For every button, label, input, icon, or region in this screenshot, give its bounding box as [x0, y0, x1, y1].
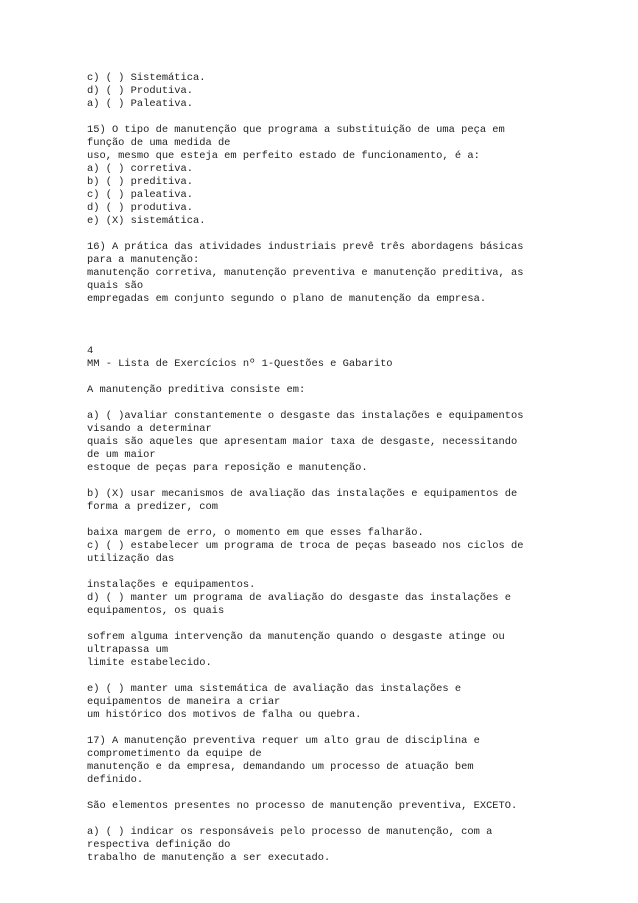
text-line: sofrem alguma intervenção da manutenção quando o desgaste atinge ou	[87, 631, 505, 643]
text-line: empregadas em conjunto segundo o plano de manutenção da empresa.	[87, 293, 487, 305]
text-line: d) ( ) manter um programa de avaliação do desgaste das instalações e	[87, 592, 512, 604]
blank-line	[87, 475, 557, 488]
blank-line	[87, 813, 557, 826]
text-line: comprometimento da equipe de	[87, 748, 262, 760]
text-line: a) ( )avaliar constantemente o desgaste das instalações e equipamentos	[87, 410, 524, 422]
blank-line	[87, 397, 557, 410]
blank-line	[87, 228, 557, 241]
text-line: ultrapassa um	[87, 644, 169, 656]
text-line: limite estabelecido.	[87, 657, 212, 669]
text-line: 17) A manutenção preventiva requer um alto grau de disciplina e	[87, 735, 480, 747]
document-body	[87, 72, 557, 865]
text-line: São elementos presentes no processo de manutenção preventiva, EXCETO.	[87, 800, 518, 812]
text-line: c) ( ) paleativa.	[87, 189, 194, 201]
text-line: para a manutenção:	[87, 254, 200, 266]
blank-line	[87, 514, 557, 527]
blank-line	[87, 306, 557, 319]
blank-line	[87, 566, 557, 579]
text-line: quais são	[87, 280, 144, 292]
text-line: manutenção corretiva, manutenção preventiva e manutenção preditiva, as	[87, 267, 524, 279]
text-line: estoque de peças para reposição e manutenção.	[87, 462, 368, 474]
text-line: quais são aqueles que apresentam maior taxa de desgaste, necessitando	[87, 436, 518, 448]
text-line: trabalho de manutenção a ser executado.	[87, 852, 331, 864]
text-line: uso, mesmo que esteja em perfeito estado de funcionamento, é a:	[87, 150, 480, 162]
text-line: equipamentos de maneira a criar	[87, 696, 281, 708]
blank-line	[87, 618, 557, 631]
text-line: definido.	[87, 774, 144, 786]
text-line: 4	[87, 345, 94, 357]
text-line: b) ( ) preditiva.	[87, 176, 194, 188]
text-line: a) ( ) corretiva.	[87, 163, 194, 175]
text-line: A manutenção preditiva consiste em:	[87, 384, 306, 396]
text-line: e) ( ) manter uma sistemática de avaliação das instalações e	[87, 683, 462, 695]
blank-line	[87, 722, 557, 735]
text-line: manutenção e da empresa, demandando um processo de atuação bem	[87, 761, 474, 773]
text-line: a) ( ) Paleativa.	[87, 98, 194, 110]
text-line: e) (X) sistemática.	[87, 215, 206, 227]
text-line: c) ( ) Sistemática.	[87, 72, 206, 84]
text-line: d) ( ) produtiva.	[87, 202, 194, 214]
blank-line	[87, 787, 557, 800]
text-line: forma a predizer, com	[87, 501, 218, 513]
blank-line	[87, 371, 557, 384]
text-line: visando a determinar	[87, 423, 212, 435]
text-line: baixa margem de erro, o momento em que esses falharão.	[87, 527, 424, 539]
text-line: equipamentos, os quais	[87, 605, 225, 617]
text-line: MM - Lista de Exercícios nº 1-Questões e Gabarito	[87, 358, 393, 370]
text-line: instalações e equipamentos.	[87, 579, 256, 591]
text-line: utilização das	[87, 553, 175, 565]
text-line: 16) A prática das atividades industriais prevê três abordagens básicas	[87, 241, 524, 253]
text-line: respectiva definição do	[87, 839, 231, 851]
text-line: um histórico dos motivos de falha ou quebra.	[87, 709, 362, 721]
blank-line	[87, 111, 557, 124]
text-line: de um maior	[87, 449, 156, 461]
text-line: b) (X) usar mecanismos de avaliação das instalações e equipamentos de	[87, 488, 518, 500]
text-line: c) ( ) estabelecer um programa de troca de peças baseado nos ciclos de	[87, 540, 524, 552]
text-line: 15) O tipo de manutenção que programa a substituição de uma peça em	[87, 124, 505, 136]
blank-line	[87, 319, 557, 332]
text-line: d) ( ) Produtiva.	[87, 85, 194, 97]
blank-line	[87, 332, 557, 345]
text-line: função de uma medida de	[87, 137, 231, 149]
blank-line	[87, 670, 557, 683]
text-line: a) ( ) indicar os responsáveis pelo processo de manutenção, com a	[87, 826, 493, 838]
